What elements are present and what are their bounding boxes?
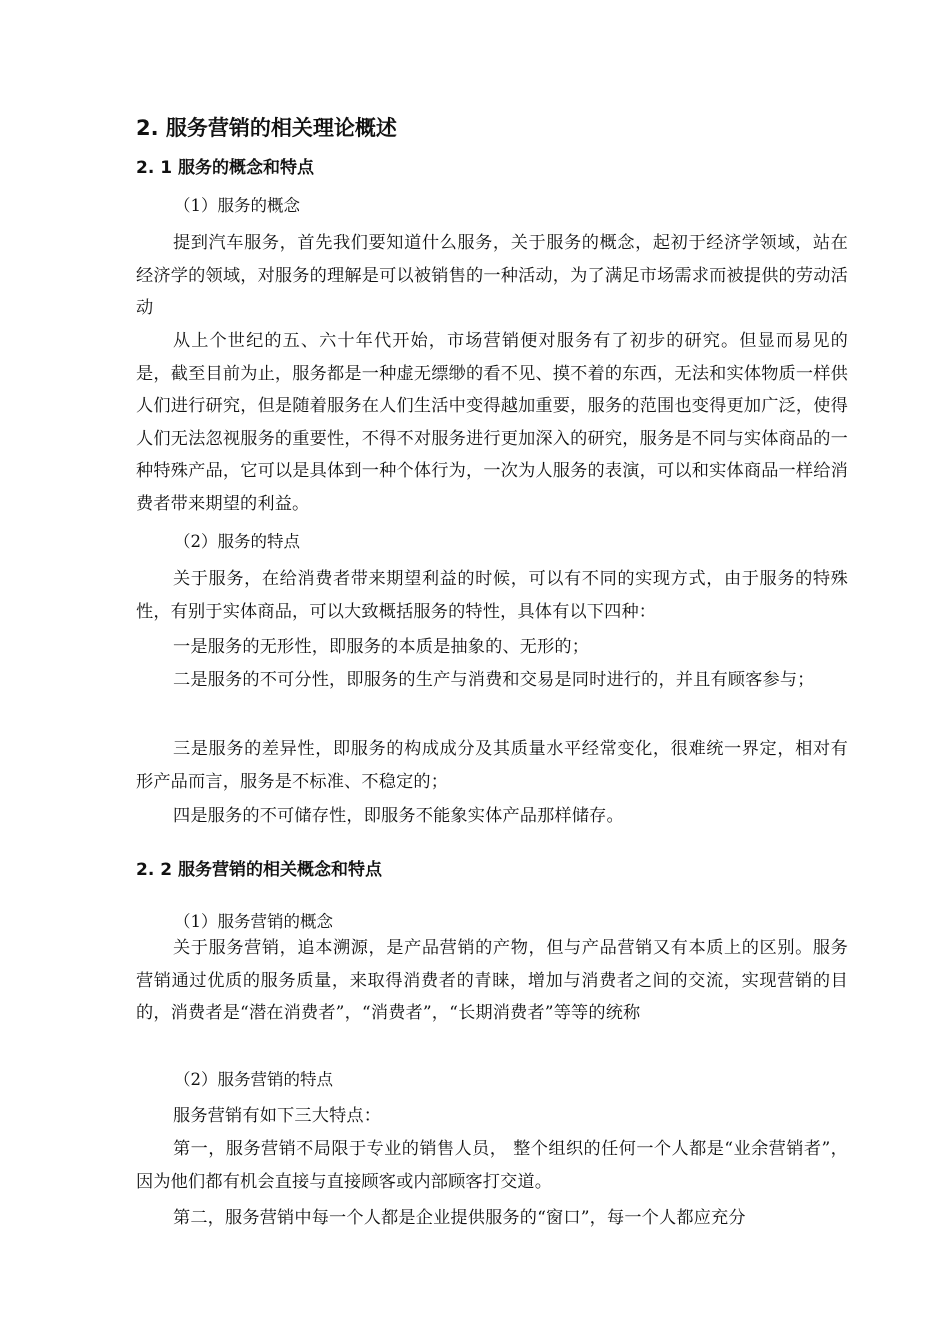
paragraph: 一是服务的无形性，即服务的本质是抽象的、无形的； bbox=[173, 637, 590, 657]
chapter-title: 2. 服务营销的相关理论概述 bbox=[136, 116, 397, 140]
subheading-marketing-concept: （1）服务营销的概念 bbox=[174, 912, 333, 931]
paragraph: 提到汽车服务，首先我们要知道什么服务，关于服务的概念，起初于经济学领域，站在经济学的领域，对服务的理解是可以被销售的一种活动，为了满足市场需求而被提供的劳动活动 bbox=[136, 233, 848, 318]
subheading-service-concept: （1）服务的概念 bbox=[174, 196, 300, 215]
section-heading-2-1: 2. 1 服务的概念和特点 bbox=[136, 158, 314, 178]
subheading-service-features: （2）服务的特点 bbox=[174, 532, 300, 551]
paragraph: 二是服务的不可分性，即服务的生产与消费和交易是同时进行的，并且有顾客参与； bbox=[173, 670, 815, 690]
paragraph: 第一，服务营销不局限于专业的销售人员， 整个组织的任何一个人都是“业余营销者”， 因为他们都有机会直接与直接顾客或内部顾客打交道。 bbox=[136, 1139, 848, 1192]
paragraph: 服务营销有如下三大特点： bbox=[173, 1106, 382, 1126]
paragraph: 关于服务营销，追本溯源，是产品营销的产物，但与产品营销又有本质上的区别。服务营销通过优质的服务质量，来取得消费者的青睐，增加与消费者之间的交流，实现营销的目的，消费者是“潜在消费者”，“消费者”，“长期消费者”等等的统称 bbox=[136, 938, 848, 1023]
paragraph: 从上个世纪的五、六十年代开始，市场营销便对服务有了初步的研究。但显而易见的是，截至目前为止，服务都是一种虚无缥缈的看不见、摸不着的东西，无法和实体物质一样供人们进行研究，但是随着服务在人们生活中变得越加重要，服务的范围也变得更加广泛，使得人们无法忽视服务的重要性，不得不对服务进行更加深入的研究，服务是不同与实体商品的一种特殊产品，它可以是具体到一种个体行为，一次为人服务的表演，可以和实体商品一样给消费者带来期望的利益。 bbox=[136, 331, 848, 514]
section-heading-2-2: 2. 2 服务营销的相关概念和特点 bbox=[136, 860, 382, 880]
subheading-marketing-features: （2）服务营销的特点 bbox=[174, 1070, 333, 1089]
paragraph: 关于服务，在给消费者带来期望利益的时候，可以有不同的实现方式，由于服务的特殊性，有别于实体商品，可以大致概括服务的特性，具体有以下四种： bbox=[136, 569, 848, 622]
paragraph: 三是服务的差异性，即服务的构成成分及其质量水平经常变化，很难统一界定，相对有形产品而言，服务是不标准、不稳定的； bbox=[136, 739, 848, 792]
paragraph: 第二，服务营销中每一个人都是企业提供服务的“窗口”，每一个人都应充分 bbox=[173, 1208, 746, 1228]
paragraph: 四是服务的不可储存性，即服务不能象实体产品那样储存。 bbox=[173, 806, 624, 826]
